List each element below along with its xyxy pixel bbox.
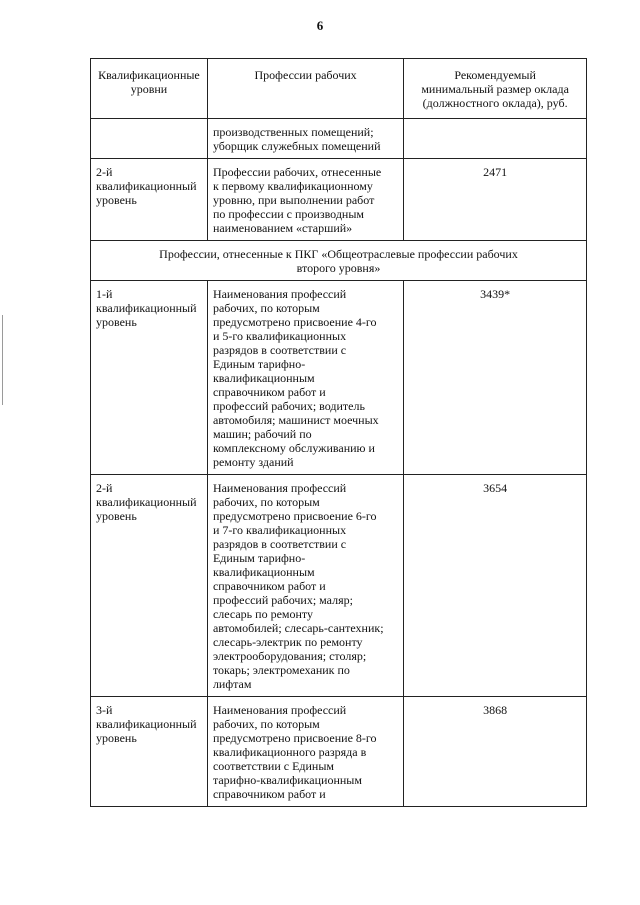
- row-level: [91, 119, 208, 159]
- group-header: Профессии, отнесенные к ПКГ «Общеотраслевые профессии рабочих второго уровня»: [91, 241, 587, 281]
- table-row: [91, 281, 587, 475]
- header-qualification-levels: Квалификационные уровни: [91, 59, 208, 119]
- header-worker-professions: Профессии рабочих: [207, 59, 403, 119]
- page-number: 6: [316, 18, 324, 33]
- row-amount: 3868: [404, 697, 587, 807]
- row-level: 2-й квалификационный уровень: [91, 159, 208, 241]
- row-description: производственных помещений; уборщик служебных помещений: [207, 119, 403, 159]
- row-amount: 3439*: [404, 281, 587, 475]
- row-description: Профессии рабочих, отнесенные к первому квалификационному уровню, при выполнении работ по профессии с производным наименованием «старший»: [207, 159, 403, 241]
- row-amount: 2471: [404, 159, 587, 241]
- row-amount: 3654: [404, 475, 587, 697]
- table-row: [91, 475, 587, 697]
- group-header-row: [91, 241, 587, 281]
- table-row: [91, 697, 587, 807]
- row-amount: [404, 119, 587, 159]
- table-row: [91, 159, 587, 241]
- scan-edge-mark: [2, 315, 3, 405]
- row-description: Наименования профессий рабочих, по которым предусмотрено присвоение 4-го и 5-го квалификационных разрядов в соответствии с Единым тарифно- квалификационным справочником работ и профессий рабочих; водитель автомобиля; машинист моечных машин; рабочий по комплексному обслуживанию и ремонту зданий: [207, 281, 403, 475]
- row-level: 2-й квалификационный уровень: [91, 475, 208, 697]
- row-description: Наименования профессий рабочих, по которым предусмотрено присвоение 6-го и 7-го квалификационных разрядов в соответствии с Единым тарифно- квалификационным справочником работ и профессий рабочих; маляр; слесарь по ремонту автомобилей; слесарь-сантехник; слесарь-электрик по ремонту электрооборудования; столяр; токарь; электромеханик по лифтам: [207, 475, 403, 697]
- table-header-row: [91, 59, 587, 119]
- row-level: 3-й квалификационный уровень: [91, 697, 208, 807]
- table-row: [91, 119, 587, 159]
- header-minimum-salary: Рекомендуемый минимальный размер оклада (должностного оклада), руб.: [404, 59, 587, 119]
- salary-table: [90, 58, 587, 807]
- row-level: 1-й квалификационный уровень: [91, 281, 208, 475]
- row-description: Наименования профессий рабочих, по которым предусмотрено присвоение 8-го квалификационного разряда в соответствии с Единым тарифно-квалификационным справочником работ и: [207, 697, 403, 807]
